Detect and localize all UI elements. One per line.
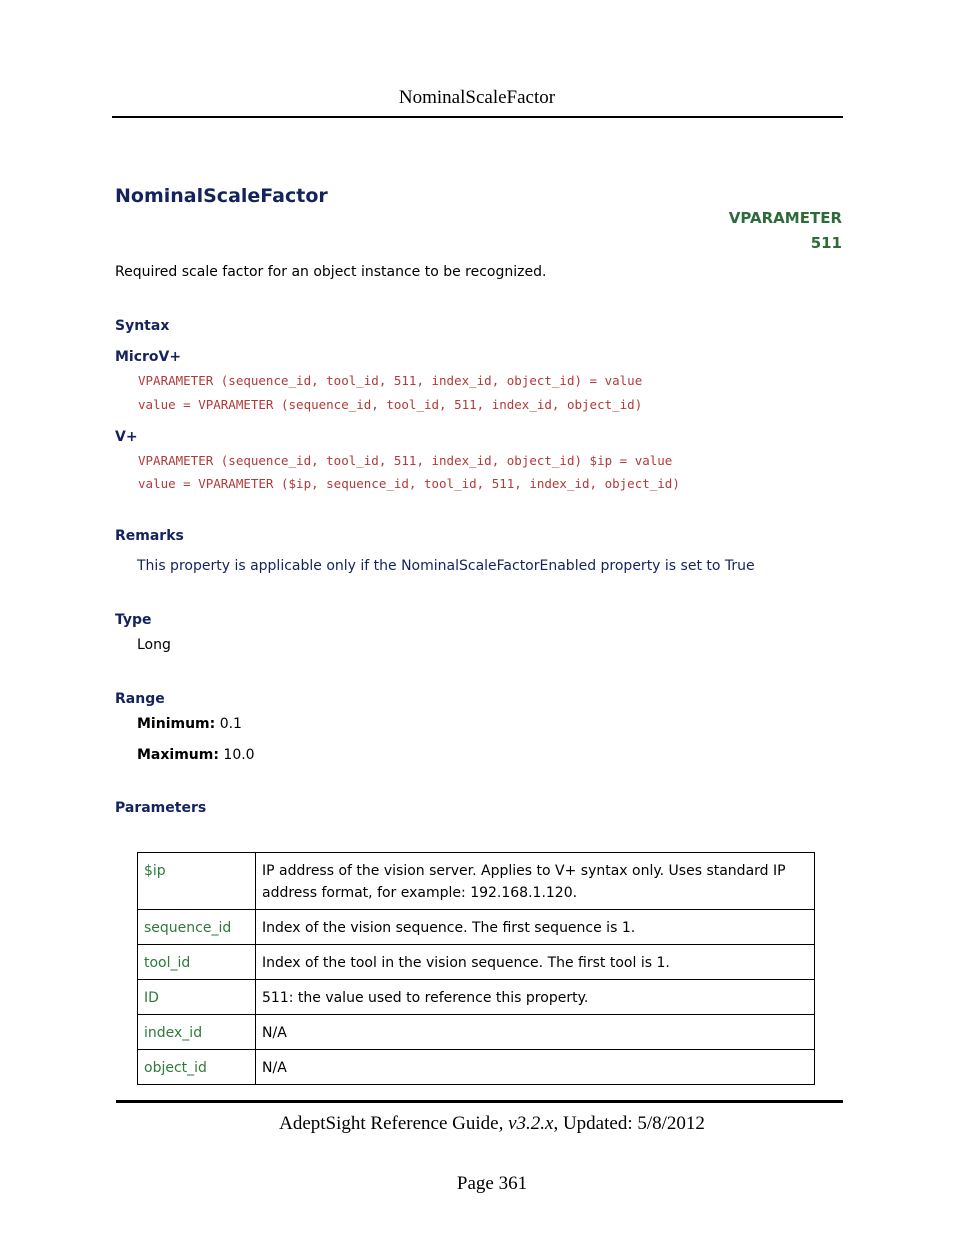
microv-heading: MicroV+ (115, 349, 182, 365)
remarks-heading: Remarks (115, 528, 184, 544)
table-row (138, 980, 815, 1015)
syntax-heading: Syntax (115, 318, 170, 334)
microv-code-line-2: value = VPARAMETER (sequence_id, tool_id, 511, index_id, object_id) (138, 397, 643, 412)
footer-guide-info (0, 1113, 954, 1135)
vplus-heading: V+ (115, 429, 138, 445)
minimum-value: 0.1 (219, 716, 242, 732)
vparameter-id: 511 (810, 234, 842, 252)
table-row (138, 1015, 815, 1050)
maximum-value: 10.0 (223, 747, 255, 763)
running-header: NominalScaleFactor (398, 87, 556, 108)
param-description: IP address of the vision server. Applies to V+ syntax only. Uses standard IP address format, for example: 192.168.1.120. (256, 853, 815, 910)
type-value: Long (137, 637, 171, 653)
param-description: Index of the tool in the vision sequence. The first tool is 1. (256, 945, 815, 980)
footer-divider (116, 1100, 843, 1103)
table-row (138, 910, 815, 945)
table-row (138, 1050, 815, 1085)
remarks-text: This property is applicable only if the NominalScaleFactorEnabled property is set to True (137, 558, 755, 574)
vplus-code-line-2: value = VPARAMETER ($ip, sequence_id, tool_id, 511, index_id, object_id) (138, 476, 680, 491)
param-name: sequence_id (138, 910, 256, 945)
table-row (138, 945, 815, 980)
header-divider (112, 116, 843, 118)
minimum-label: Minimum: (137, 716, 216, 732)
summary-text: Required scale factor for an object instance to be recognized. (115, 264, 547, 280)
range-heading: Range (115, 691, 165, 707)
table-row (138, 853, 815, 910)
range-minimum (137, 716, 242, 732)
vparameter-label: VPARAMETER (728, 209, 842, 227)
type-heading: Type (115, 612, 152, 628)
parameters-heading: Parameters (115, 800, 207, 816)
param-description: Index of the vision sequence. The first sequence is 1. (256, 910, 815, 945)
param-name: object_id (138, 1050, 256, 1085)
vplus-code-line-1: VPARAMETER (sequence_id, tool_id, 511, index_id, object_id) $ip = value (138, 453, 673, 468)
page-title: NominalScaleFactor (115, 185, 328, 207)
param-name: tool_id (138, 945, 256, 980)
param-name: $ip (138, 853, 256, 910)
maximum-label: Maximum: (137, 747, 219, 763)
guide-name: AdeptSight Reference Guide (279, 1113, 499, 1134)
param-description: 511: the value used to reference this property. (256, 980, 815, 1015)
guide-updated: , Updated: 5/8/2012 (553, 1113, 705, 1134)
param-description: N/A (256, 1050, 815, 1085)
guide-version: , v3.2.x (498, 1113, 554, 1134)
range-maximum (137, 747, 255, 763)
param-name: index_id (138, 1015, 256, 1050)
page-number: Page 361 (456, 1173, 528, 1194)
param-description: N/A (256, 1015, 815, 1050)
parameters-table (137, 852, 815, 1085)
microv-code-line-1: VPARAMETER (sequence_id, tool_id, 511, index_id, object_id) = value (138, 373, 643, 388)
param-name: ID (138, 980, 256, 1015)
